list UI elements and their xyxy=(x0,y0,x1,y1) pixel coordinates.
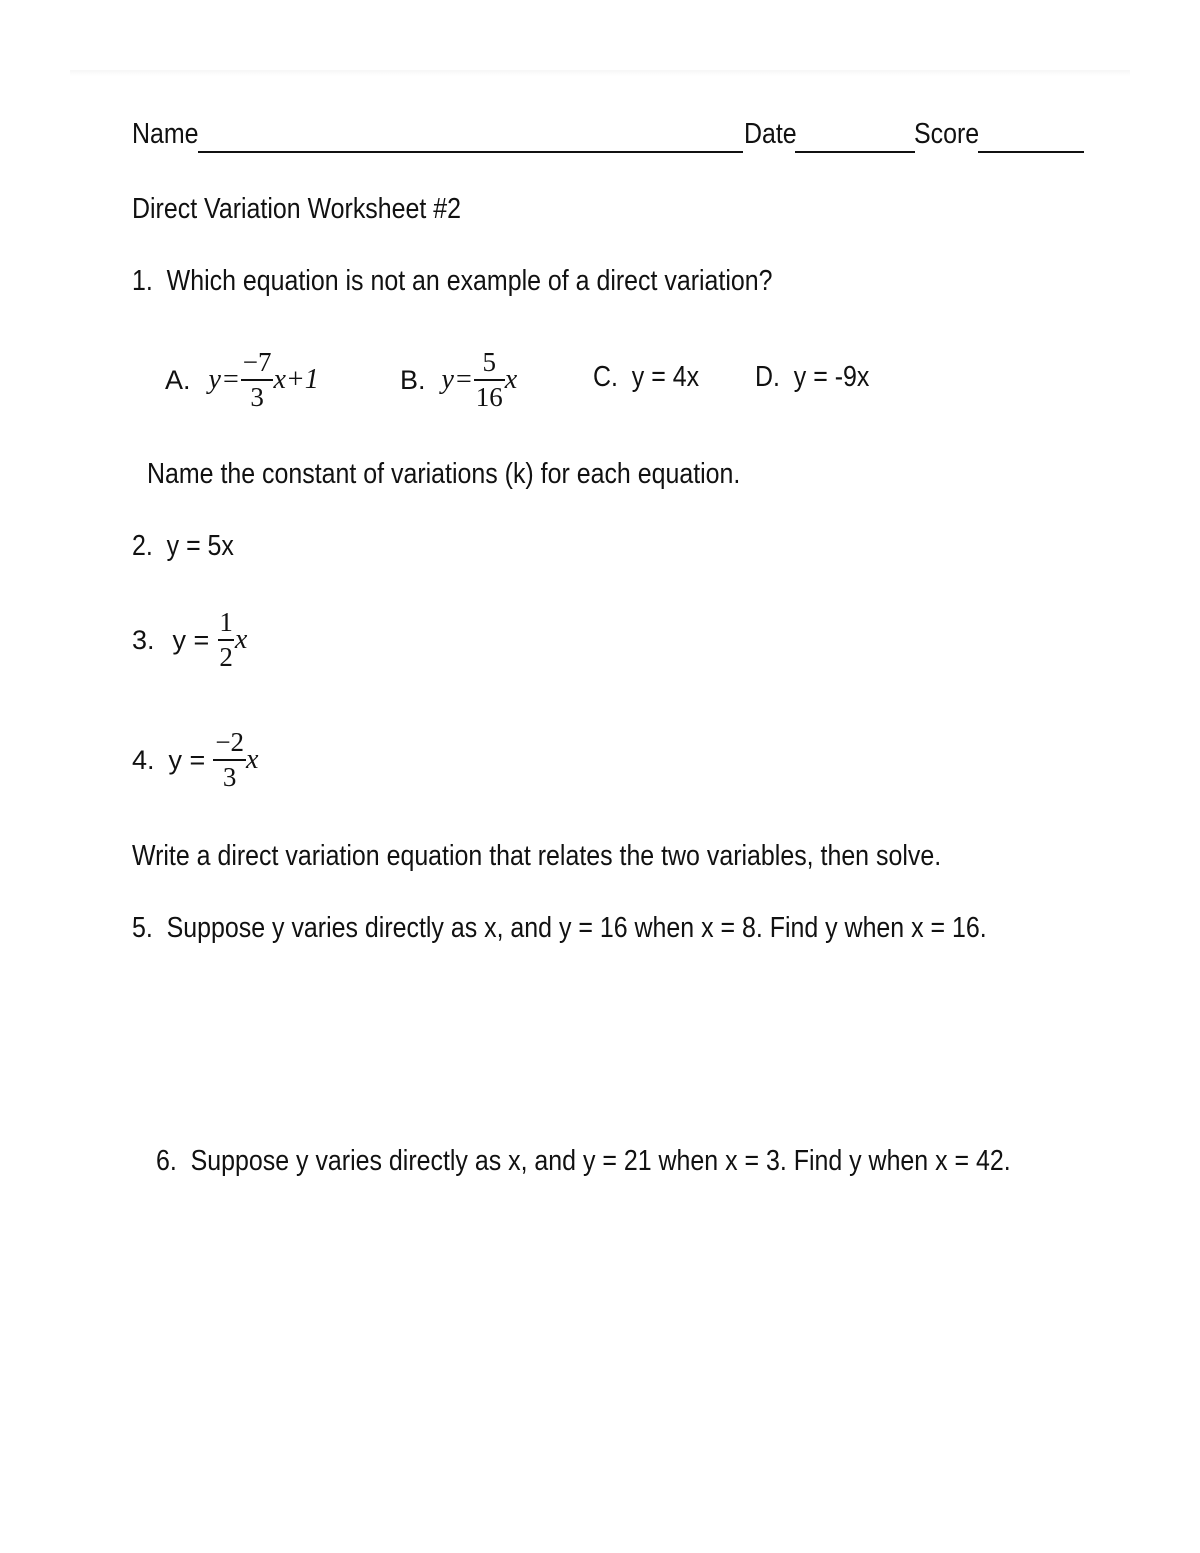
question-number: 3. xyxy=(132,624,155,655)
score-label: Score xyxy=(914,118,980,150)
section-3-instruction: Write a direct variation equation that relates the two variables, then solve. xyxy=(132,840,942,872)
option-b: B. y = $\frac{5}{16}$ x xyxy=(400,347,518,412)
question-4: 4. y = $\frac{-2}{3}$ x xyxy=(132,727,259,792)
fraction: $\frac{-2}{3}$ xyxy=(215,727,245,792)
option-a: A. y = $\frac{-7}{3}$ x+1 xyxy=(165,347,319,412)
question-number: 1. xyxy=(132,265,153,297)
fraction: $\frac{5}{16}$ xyxy=(475,347,503,412)
question-number: 4. xyxy=(132,744,155,775)
date-label: Date xyxy=(744,118,797,150)
question-6: 6. Suppose y varies directly as x, and y = 21 when x = 3. Find y when x = 42. xyxy=(156,1145,1011,1177)
question-3: 3. y = $\frac{1}{2}$ x xyxy=(132,607,248,672)
fraction: $\frac{-7}{3}$ xyxy=(242,347,272,412)
question-number: 6. xyxy=(156,1145,177,1177)
option-letter: B. xyxy=(400,364,426,395)
fraction: $\frac{1}{2}$ xyxy=(219,607,233,672)
answer-space-6[interactable] xyxy=(132,1195,1032,1495)
question-number: 2. xyxy=(132,530,153,562)
option-letter: D. xyxy=(755,361,780,393)
question-number: 5. xyxy=(132,912,153,944)
option-letter: A. xyxy=(165,364,191,395)
date-blank[interactable] xyxy=(795,151,915,153)
name-blank[interactable] xyxy=(198,151,743,153)
section-2-instruction: Name the constant of variations (k) for each equation. xyxy=(147,458,741,490)
option-letter: C. xyxy=(593,361,618,393)
name-label: Name xyxy=(132,118,199,150)
question-2: 2. y = 5x xyxy=(132,530,234,562)
page-top-edge xyxy=(70,70,1130,76)
question-5: 5. Suppose y varies directly as x, and y = 16 when x = 8. Find y when x = 16. xyxy=(132,912,987,944)
worksheet-title: Direct Variation Worksheet #2 xyxy=(132,193,461,225)
question-1 xyxy=(132,265,773,298)
option-c: C. y = 4x xyxy=(593,361,700,393)
score-blank[interactable] xyxy=(978,151,1084,153)
answer-space-5[interactable] xyxy=(132,960,1032,1120)
question-prompt: Which equation is not an example of a direct variation? xyxy=(166,265,773,297)
option-d: D. y = -9x xyxy=(755,361,870,393)
